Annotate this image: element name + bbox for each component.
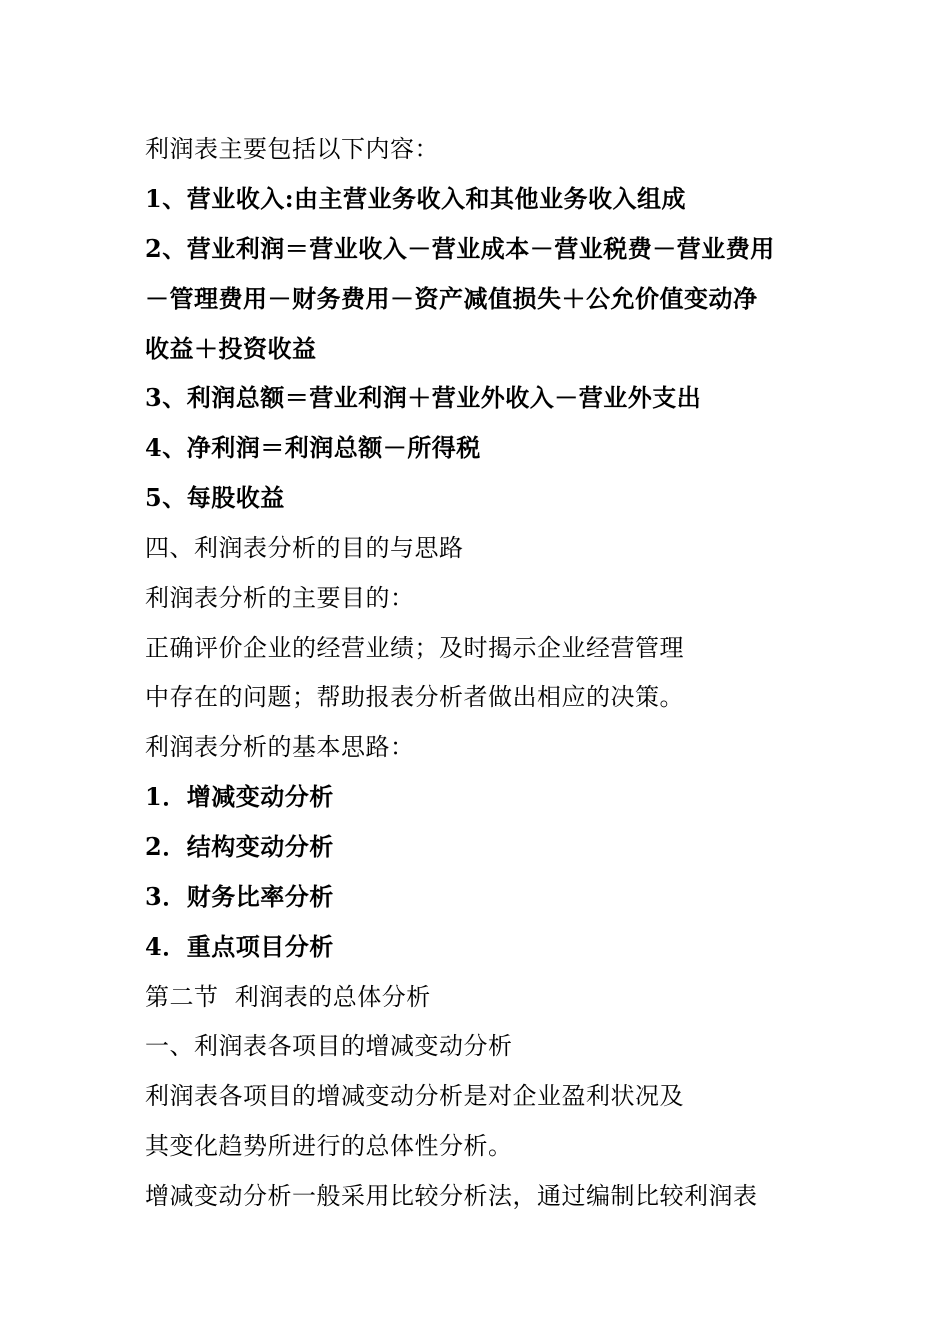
text-line: 2、营业利润＝营业收入－营业成本－营业税费－营业费用 (145, 234, 775, 263)
section-heading: 四、利润表分析的目的与思路 (145, 534, 464, 562)
section-heading: 第二节 利润表的总体分析 (145, 983, 431, 1011)
text-line: －管理费用－财务费用－资产减值损失＋公允价值变动净 (145, 284, 758, 313)
text-line: 利润表主要包括以下内容： (145, 135, 439, 163)
text-line: 利润表分析的主要目的： (145, 584, 415, 612)
list-item: 2．结构变动分析 (145, 832, 334, 861)
text-line: 收益＋投资收益 (145, 334, 317, 363)
text-line: 增减变动分析一般采用比较分析法，通过编制比较利润表 (145, 1182, 758, 1210)
list-item: 4．重点项目分析 (145, 932, 334, 961)
section-heading: 一、利润表各项目的增减变动分析 (145, 1032, 513, 1060)
text-line: 中存在的问题；帮助报表分析者做出相应的决策。 (145, 683, 684, 711)
text-line: 1、营业收入:由主营业务收入和其他业务收入组成 (145, 184, 687, 213)
text-line: 其变化趋势所进行的总体性分析。 (145, 1132, 513, 1160)
text-line: 利润表分析的基本思路： (145, 733, 415, 761)
text-line: 利润表各项目的增减变动分析是对企业盈利状况及 (145, 1082, 684, 1110)
list-item: 3．财务比率分析 (145, 882, 334, 911)
text-line: 正确评价企业的经营业绩；及时揭示企业经营管理 (145, 634, 684, 662)
text-line: 5、每股收益 (145, 483, 285, 512)
text-line: 4、净利润＝利润总额－所得税 (145, 433, 481, 462)
list-item: 1．增减变动分析 (145, 782, 334, 811)
text-line: 3、利润总额＝营业利润＋营业外收入－营业外支出 (145, 383, 702, 412)
